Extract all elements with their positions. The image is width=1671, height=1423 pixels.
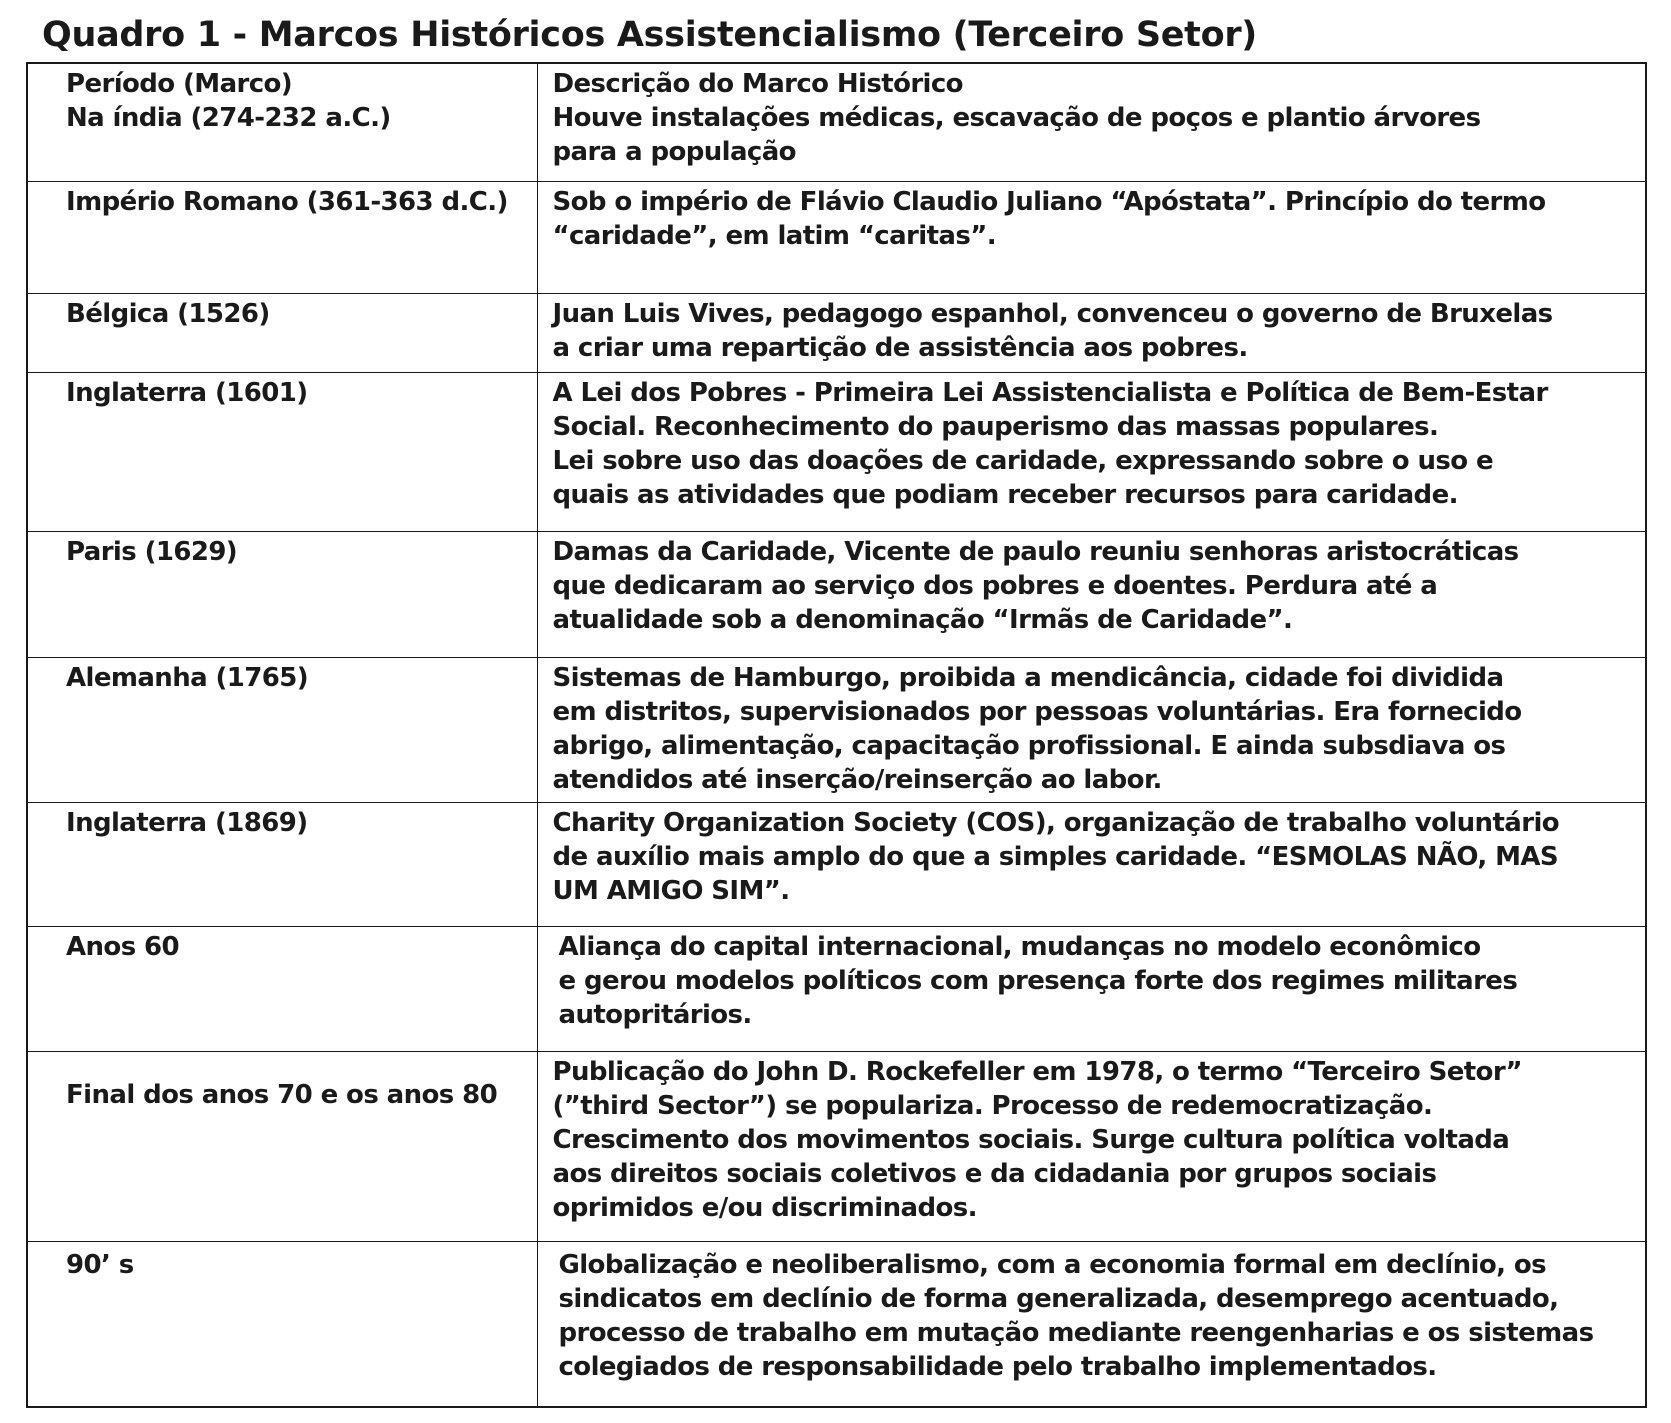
period-label: Bélgica (1526): [66, 298, 270, 329]
description-line: Juan Luis Vives, pedagogo espanhol, convenceu o governo de Bruxelas: [552, 298, 1553, 329]
period-cell: [27, 531, 537, 657]
table-row: [27, 531, 1646, 657]
table-row: [27, 293, 1646, 372]
description-line: Lei sobre uso das doações de caridade, expressando sobre o uso e: [552, 445, 1493, 476]
description-cell: [537, 802, 1646, 926]
period-label: Na índia (274-232 a.C.): [66, 103, 391, 133]
column-header-period: Período (Marco): [66, 69, 293, 99]
description-line: Houve instalações médicas, escavação de poços e plantio árvores: [552, 103, 1481, 133]
description-line: Globalização e neoliberalismo, com a economia formal em declínio, os: [558, 1249, 1546, 1280]
description-cell: [537, 531, 1646, 657]
table-row: [27, 1051, 1646, 1241]
description-line: “caridade”, em latim “caritas”.: [552, 220, 997, 251]
table-row: [27, 802, 1646, 926]
description-cell: [537, 1051, 1646, 1241]
page-title: Quadro 1 - Marcos Históricos Assistencialismo (Terceiro Setor): [42, 15, 1257, 55]
period-label: Final dos anos 70 e os anos 80: [66, 1079, 498, 1110]
description-line: autopritários.: [558, 999, 752, 1030]
period-label: Paris (1629): [66, 536, 238, 567]
historical-milestones-table: [26, 62, 1647, 1408]
description-cell: [537, 372, 1646, 531]
period-cell: [27, 63, 537, 181]
table-row: [27, 1241, 1646, 1407]
description-line: UM AMIGO SIM”.: [552, 875, 790, 906]
description-line: e gerou modelos políticos com presença forte dos regimes militares: [558, 965, 1518, 996]
period-label: 90’ s: [66, 1249, 134, 1280]
description-cell: [537, 181, 1646, 293]
description-cell: [537, 926, 1646, 1051]
description-line: abrigo, alimentação, capacitação profissional. E ainda subsdiava os: [552, 730, 1506, 761]
table-row: [27, 181, 1646, 293]
description-cell: [537, 1241, 1646, 1407]
period-cell: [27, 657, 537, 802]
description-line: atendidos até inserção/reinserção ao labor.: [552, 764, 1162, 795]
description-line: Sob o império de Flávio Claudio Juliano “Apóstata”. Princípio do termo: [552, 186, 1546, 217]
period-cell: [27, 181, 537, 293]
period-cell: [27, 293, 537, 372]
description-line: em distritos, supervisionados por pessoas voluntárias. Era fornecido: [552, 696, 1522, 727]
period-label: Império Romano (361-363 d.C.): [66, 186, 508, 217]
period-label: Inglaterra (1869): [66, 807, 308, 838]
description-line: atualidade sob a denominação “Irmãs de Caridade”.: [552, 604, 1293, 635]
description-line: Damas da Caridade, Vicente de paulo reuniu senhoras aristocráticas: [552, 536, 1519, 567]
period-cell: [27, 1241, 537, 1407]
description-line: sindicatos em declínio de forma generalizada, desemprego acentuado,: [558, 1283, 1559, 1314]
description-line: aos direitos sociais coletivos e da cidadania por grupos sociais: [552, 1158, 1437, 1189]
table-row: [27, 372, 1646, 531]
description-line: A Lei dos Pobres - Primeira Lei Assistencialista e Política de Bem-Estar: [552, 377, 1548, 408]
description-line: a criar uma repartição de assistência aos pobres.: [552, 332, 1248, 363]
description-line: de auxílio mais amplo do que a simples caridade. “ESMOLAS NÃO, MAS: [552, 841, 1559, 872]
description-line: Sistemas de Hamburgo, proibida a mendicância, cidade foi dividida: [552, 662, 1504, 693]
description-line: para a população: [552, 137, 796, 167]
table-row: [27, 63, 1646, 181]
description-line: Aliança do capital internacional, mudanças no modelo econômico: [558, 931, 1481, 962]
table-row: [27, 657, 1646, 802]
description-line: Charity Organization Society (COS), organização de trabalho voluntário: [552, 807, 1560, 838]
period-cell: [27, 372, 537, 531]
table-row: [27, 926, 1646, 1051]
description-line: que dedicaram ao serviço dos pobres e doentes. Perdura até a: [552, 570, 1438, 601]
description-line: Crescimento dos movimentos sociais. Surge cultura política voltada: [552, 1124, 1510, 1155]
period-label: Anos 60: [66, 931, 180, 962]
period-cell: [27, 802, 537, 926]
description-line: oprimidos e/ou discriminados.: [552, 1192, 977, 1223]
description-cell: [537, 293, 1646, 372]
period-label: Inglaterra (1601): [66, 377, 308, 408]
description-line: processo de trabalho em mutação mediante reengenharias e os sistemas: [558, 1317, 1594, 1348]
description-line: Publicação do John D. Rockefeller em 1978, o termo “Terceiro Setor”: [552, 1056, 1523, 1087]
description-cell: [537, 63, 1646, 181]
description-line: (”third Sector”) se populariza. Processo de redemocratização.: [552, 1090, 1433, 1121]
description-line: Social. Reconhecimento do pauperismo das massas populares.: [552, 411, 1439, 442]
period-label: Alemanha (1765): [66, 662, 309, 693]
description-cell: [537, 657, 1646, 802]
column-header-description: Descrição do Marco Histórico: [552, 69, 963, 99]
description-line: quais as atividades que podiam receber recursos para caridade.: [552, 479, 1458, 510]
period-cell: [27, 1051, 537, 1241]
description-line: colegiados de responsabilidade pelo trabalho implementados.: [558, 1351, 1437, 1382]
period-cell: [27, 926, 537, 1051]
